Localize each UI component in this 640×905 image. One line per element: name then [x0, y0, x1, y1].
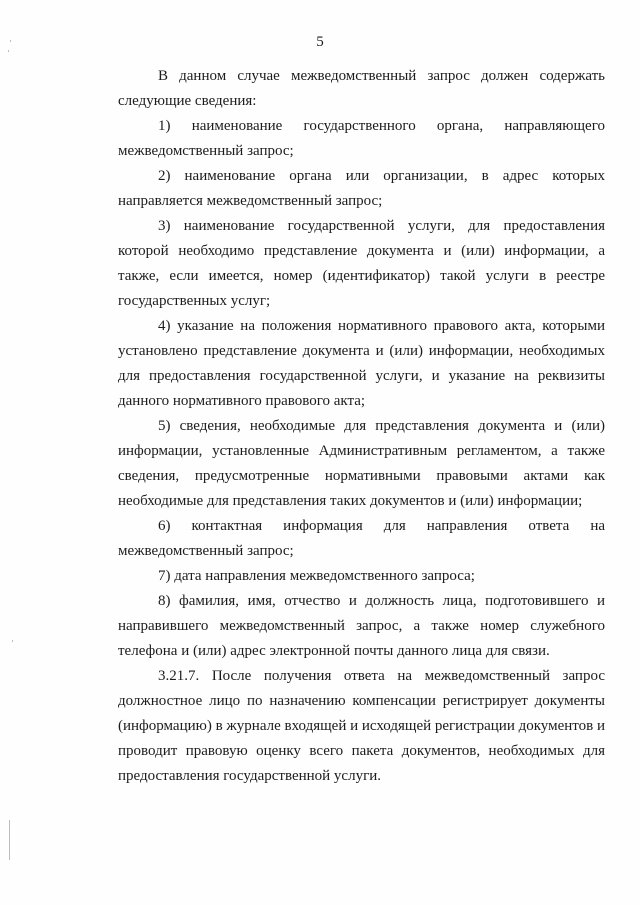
- list-item-5: 5) сведения, необходимые для представления документа и (или) информации, установленные Административным регламентом, а также сведения, предусмотренные нормативными правовыми актами как необходимые для представления таких документов и (или) информации;: [118, 418, 605, 509]
- list-item-1: 1) наименование государственного органа, направляющего межведомственный запрос;: [118, 118, 605, 159]
- list-item-3: 3) наименование государственной услуги, для предоставления которой необходимо представление документа и (или) информации, а также, если имеется, номер (идентификатор) такой услуги в реестре государственных услуг;: [118, 218, 605, 309]
- page-number: 5: [316, 34, 324, 50]
- document-body: [118, 64, 605, 789]
- list-item-2: 2) наименование органа или организации, в адрес которых направляется межведомственный запрос;: [118, 168, 605, 209]
- list-item-7: 7) дата направления межведомственного запроса;: [158, 568, 475, 584]
- list-item-8: 8) фамилия, имя, отчество и должность лица, подготовившего и направившего межведомственный запрос, а также номер служебного телефона и (или) адрес электронной почты данного лица для связи.: [118, 593, 605, 659]
- list-item-6: 6) контактная информация для направления ответа на межведомственный запрос;: [118, 518, 605, 559]
- section-3-21-7: 3.21.7. После получения ответа на межведомственный запрос должностное лицо по назначению компенсации регистрирует документы (информацию) в журнале входящей и исходящей регистрации документов и проводит правовую оценку всего пакета документов, необходимых для предоставления государственной услуги.: [118, 668, 606, 784]
- list-item-4: 4) указание на положения нормативного правового акта, которыми установлено представление документа и (или) информации, необходимых для предоставления государственной услуги, и указание на реквизиты данного нормативного правового акта;: [118, 318, 605, 409]
- paragraph-intro: В данном случае межведомственный запрос должен содержать следующие сведения:: [118, 68, 605, 109]
- scan-edge-marks: [6, 40, 26, 880]
